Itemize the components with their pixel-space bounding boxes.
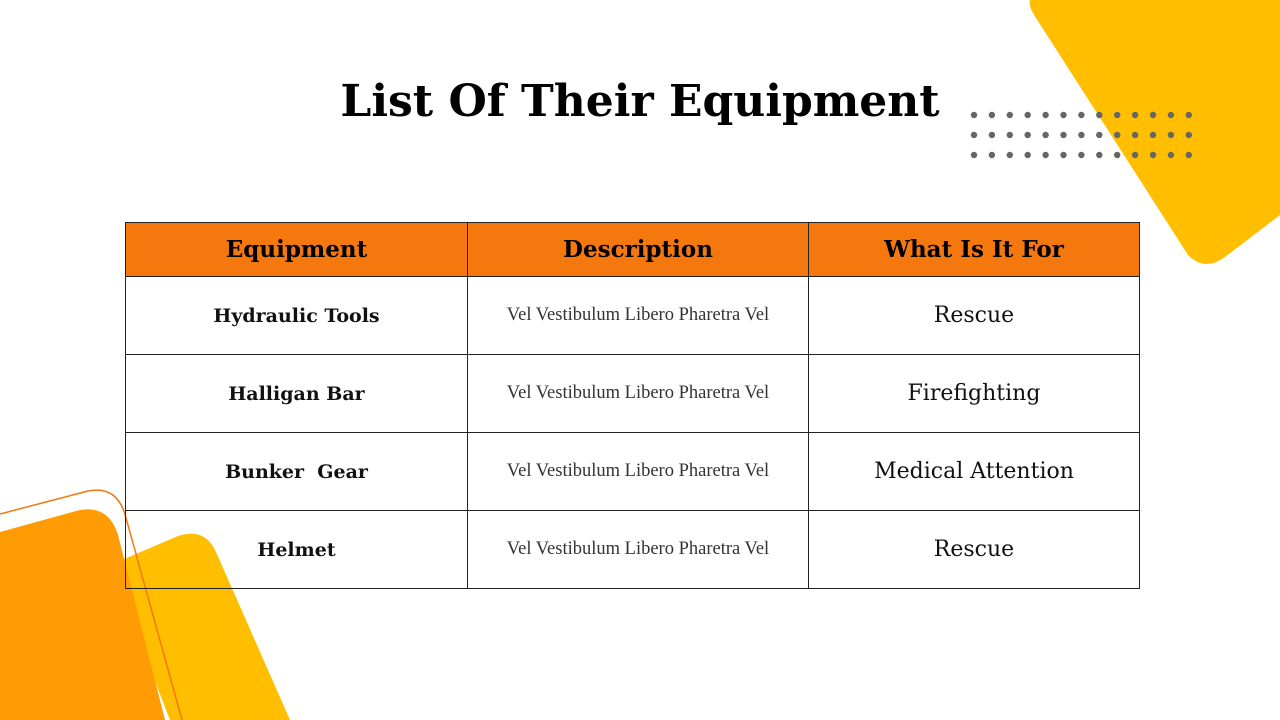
equipment-table	[125, 222, 1140, 589]
description-cell: Vel Vestibulum Libero Pharetra Vel	[468, 433, 809, 511]
header-purpose: What Is It For	[809, 223, 1140, 277]
equipment-cell: Halligan Bar	[126, 355, 468, 433]
decorative-dot	[1096, 152, 1102, 158]
header-equipment: Equipment	[126, 223, 468, 277]
header-description: Description	[468, 223, 809, 277]
equipment-cell: Helmet	[126, 511, 468, 589]
description-cell: Vel Vestibulum Libero Pharetra Vel	[468, 511, 809, 589]
purpose-cell: Medical Attention	[809, 433, 1140, 511]
decorative-dot	[1042, 152, 1048, 158]
decorative-dot	[1078, 152, 1084, 158]
decorative-dot	[989, 152, 995, 158]
decorative-dot	[971, 152, 977, 158]
decorative-dot	[1168, 152, 1174, 158]
purpose-cell: Rescue	[809, 277, 1140, 355]
equipment-cell: Hydraulic Tools	[126, 277, 468, 355]
decorative-dot	[1186, 152, 1192, 158]
table-row	[126, 277, 1140, 355]
page-title: List Of Their Equipment	[340, 76, 940, 127]
equipment-cell: Bunker Gear	[126, 433, 468, 511]
table-row	[126, 511, 1140, 589]
table-header-row	[126, 223, 1140, 277]
decorative-dot	[1150, 152, 1156, 158]
decorative-dot	[1007, 152, 1013, 158]
table-row	[126, 355, 1140, 433]
decorative-dot	[1025, 152, 1031, 158]
table-row	[126, 433, 1140, 511]
purpose-cell: Firefighting	[809, 355, 1140, 433]
decorative-dot	[1114, 152, 1120, 158]
decorative-dot	[1132, 152, 1138, 158]
decorative-dot	[1060, 152, 1066, 158]
description-cell: Vel Vestibulum Libero Pharetra Vel	[468, 355, 809, 433]
purpose-cell: Rescue	[809, 511, 1140, 589]
description-cell: Vel Vestibulum Libero Pharetra Vel	[468, 277, 809, 355]
